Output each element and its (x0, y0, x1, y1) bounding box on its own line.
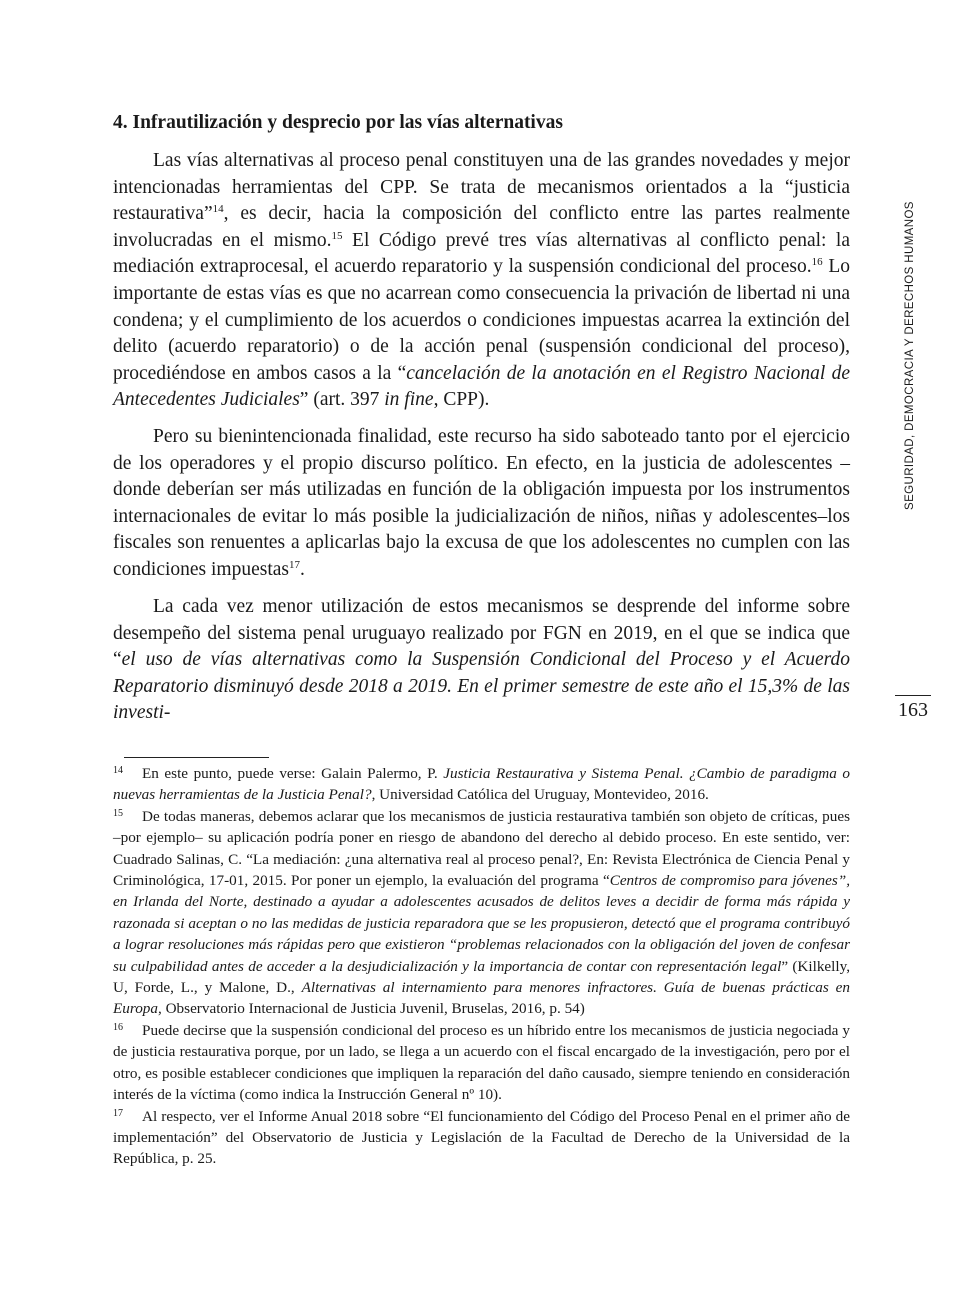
text: , Observatorio Internacional de Justicia Juvenil, Bruselas, 2016, p. 54) (158, 1000, 585, 1018)
text: Al respecto, ver el Informe Anual 2018 sobre “El funcionamiento del Código del Proceso Penal en el primer año de implementación” del Observatorio de Justicia y Legislación de la Facultad de Derecho de la Universidad de la República, p. 25. (113, 1107, 850, 1168)
text: . (300, 558, 305, 580)
section-heading: 4. Infrautilización y desprecio por las vías alternativas (113, 112, 563, 133)
footnote-15: 15 De todas maneras, debemos aclarar que los mecanismos de justicia restaurativa también son objeto de críticas, pues –por ejemplo– su aplicación podría poner en riesgo de abandono del derecho al debido proceso. En este sentido, ver: Cuadrado Salinas, C. “La mediación: ¿una alternativa real al proceso penal?, En: Revista Electrónica de Ciencia Penal y Criminológica, 17-01, 2015. Por poner un ejemplo, la evaluación del programa “Centros de compromiso para jóvenes”, en Irlanda del Norte, destinado a ayudar a adolescentes acusados de delitos leves a decidir de forma más rápida y razonada si aceptan o no las medidas de justicia reparadora que se les propusieron, detectó que el programa contribuyó a lograr resoluciones más rápidas pero que existieron “problemas relacionados con la obligación del joven de confesar su culpabilidad antes de acceder a la desjudicialización y la importancia de contar con representación legal” (Kilkelly, U, Forde, L., y Malone, D., Alternativas al internamiento para menores infractores. Guía de buenas prácticas en Europa, Observatorio Internacional de Justicia Juvenil, Bruselas, 2016, p. 54) (113, 807, 851, 1018)
page-number: 163 (898, 699, 928, 721)
footnotes (113, 763, 850, 1170)
italic-quote: el uso de vías alternativas como la Suspensión Condicional del Proceso y el Acuerdo Reparatorio disminuyó desde 2018 a 2019. En el primer semestre de este año el 15,3% de las investi- (113, 649, 850, 724)
text: El Código prevé tres vías alternativas al conflicto penal: la mediación extraprocesal, el acuerdo reparatorio y la suspensión condicional del proceso. (113, 229, 850, 278)
paragraph-3 (113, 594, 850, 727)
text: , CPP). (433, 389, 490, 411)
text: De todas maneras, debemos aclarar que los mecanismos de justicia restaurativa también son objeto de críticas, pues –por ejemplo– su aplicación podría poner en riesgo de abandono del derecho al debido proceso. En este sentido, ver: Cuadrado Salinas, C. “La mediación: ¿una alternativa real al proceso penal?, En: Revista Electrónica de Ciencia Penal y Criminológica, 17-01, 2015. Por poner un ejemplo, la evaluación del programa “ (113, 807, 850, 890)
text: , es decir, hacia la composición del conflicto entre las partes realmente involucradas en el mismo. (113, 203, 850, 251)
footnote-ref-15[interactable]: 15 (331, 229, 343, 242)
italic-term: in fine (384, 389, 434, 411)
text: , Universidad Católica del Uruguay, Montevideo, 2016. (371, 786, 709, 804)
footnote-17: 17 Al respecto, ver el Informe Anual 2018 sobre “El funcionamiento del Código del Proceso Penal en el primer año de implementación” del Observatorio de Justicia y Legislación de la Facultad de Derecho de la Universidad de la República, p. 25. (113, 1107, 850, 1168)
paragraph-2 (113, 424, 850, 584)
running-header-vertical: SEGURIDAD, DEMOCRACIA Y DERECHOS HUMANOS (904, 201, 916, 510)
footnote-ref-16[interactable]: 16 (811, 256, 823, 269)
text: En este punto, puede verse: Galain Palermo, P. (142, 765, 444, 782)
italic-title: Justicia Restaurativa y Sistema Penal. ¿Cambio de paradigma o nuevas herramientas de la Justicia Penal? (113, 765, 850, 804)
footnote-16: 16 Puede decirse que la suspensión condicional del proceso es un híbrido entre los mecanismos de justicia negociada y de justicia restaurativa porque, por un lado, se llega a un acuerdo con el fiscal encargado de la investigación, pero por el otro, es posible establecer condiciones que impliquen la reparación del daño causado, siempre teniendo en consideración interés de la víctima (como indica la Instrucción General nº 10). (113, 1021, 850, 1104)
paragraph-1 (113, 148, 850, 414)
footnote-separator (124, 757, 269, 758)
italic-quote: cancelación de la anotación en el Registro Nacional de Antecedentes Judiciales (113, 362, 850, 411)
text: Lo importante de estas vías es que no acarrean como consecuencia la privación de libertad ni una condena; y el cumplimiento de los acuerdos o condiciones impuestas acarrea la extinción del delito (acuerdo reparatorio) o de la acción penal (suspensión condicional del proceso), procediéndose en ambos casos a la “ (113, 256, 850, 384)
text: Las vías alternativas al proceso penal constituyen una de las grandes novedades y mejor intencionadas herramientas del CPP. Se trata de mecanismos orientados a la “justicia restaurativa” (113, 150, 850, 225)
footnote-14: 14 En este punto, puede verse: Galain Palermo, P. Justicia Restaurativa y Sistema Penal. ¿Cambio de paradigma o nuevas herramientas de la Justicia Penal?, Universidad Católica del Uruguay, Montevideo, 2016. (113, 765, 850, 804)
footnote-ref-14[interactable]: 14 (212, 203, 224, 216)
text: Puede decirse que la suspensión condicional del proceso es un híbrido entre los mecanismos de justicia negociada y de justicia restaurativa porque, por un lado, se llega a un acuerdo con el fiscal encargado de la investigación, pero por el otro, es posible establecer condiciones que impliquen la reparación del daño causado, siempre teniendo en consideración interés de la víctima (como indica la Instrucción General nº 10). (113, 1021, 850, 1104)
page-number-rule (895, 695, 931, 696)
text: ” (Kilkelly, U, Forde, L., y Malone, D., (113, 957, 851, 997)
italic-quote: Centros de compromiso para jóvenes”, en Irlanda del Norte, destinado a ayudar a adolescentes acusados de delitos leves a decidir de forma más rápida y razonada si aceptan o no las medidas de justicia reparadora que se les propusieron, detectó que el programa contribuyó a lograr resoluciones más rápidas pero que existieron “problemas relacionados con la obligación del joven de confesar su culpabilidad antes de acceder a la desjudicialización y la importancia de contar con representación legal (113, 872, 850, 975)
text: La cada vez menor utilización de estos mecanismos se desprende del informe sobre desempeño del sistema penal uruguayo realizado por FGN en 2019, en el que se indica que “ (113, 596, 850, 671)
text: ” (art. 397 (299, 389, 385, 411)
text: Pero su bienintencionada finalidad, este recurso ha sido saboteado tanto por el ejercicio de los operadores y el propio discurso político. En efecto, en la justicia de adolescentes –donde deberían ser más utilizadas en función de la obligación impuesta por los instrumentos internacionales de evitar lo más posible la judicialización de niños, niñas y adolescentes–los fiscales son renuentes a aplicarlas bajo la excusa de que los adolescentes no cumplen con las condiciones impuestas (113, 426, 850, 580)
footnote-ref-17[interactable]: 17 (289, 558, 301, 571)
italic-title: Alternativas al internamiento para menores infractores. Guía de buenas prácticas en Europa (113, 979, 850, 1018)
